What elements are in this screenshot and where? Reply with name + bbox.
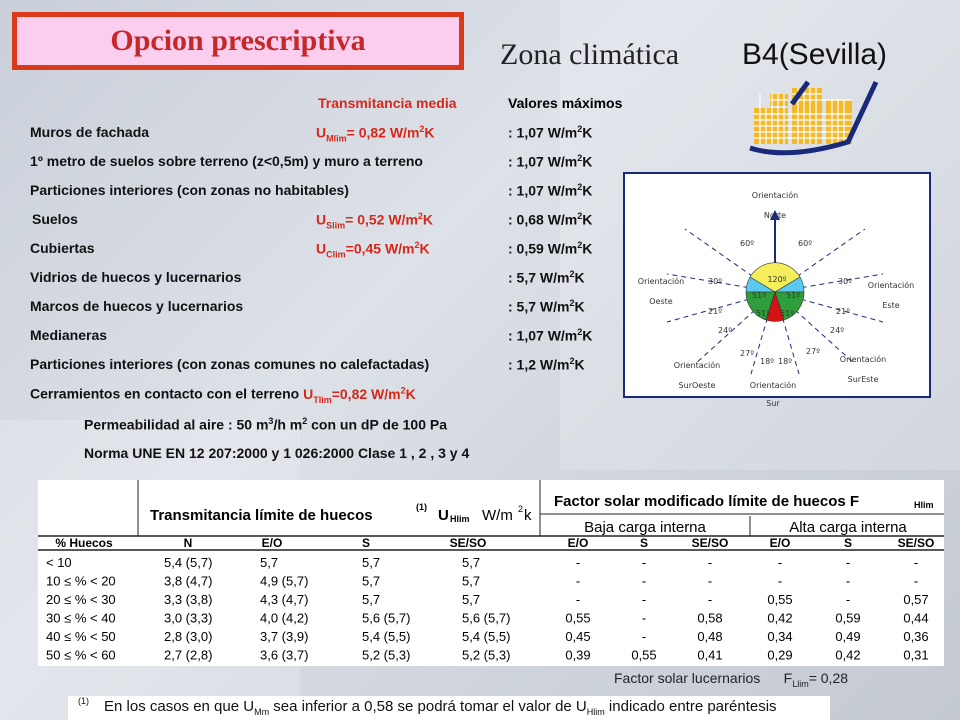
header-transmitancia: Transmitancia media <box>318 95 457 111</box>
left-unit-sup: 2 <box>518 504 524 514</box>
col-header: E/O <box>261 536 283 550</box>
label-suroeste-1: Orientación <box>673 361 721 370</box>
row-label: Muros de fachada <box>30 124 150 140</box>
table-cell: 20 ≤ % < 30 <box>46 592 116 607</box>
angle-18-left: 18º <box>760 357 774 366</box>
right-title: Factor solar modificado límite de huecos F <box>554 493 860 510</box>
table-cell: - <box>641 555 647 570</box>
table-cell: 3,8 (4,7) <box>164 573 213 589</box>
table-cell: - <box>707 555 713 570</box>
table-cell: 0,34 <box>767 629 793 644</box>
table-cell: 5,7 <box>362 573 381 589</box>
row-particiones-comunes <box>30 356 429 372</box>
row-label: 1º metro de suelos sobre terreno (z<0,5m) y muro a terreno <box>30 153 423 169</box>
table-cell: 30 ≤ % < 40 <box>46 610 116 626</box>
angle-27-left: 27º <box>740 349 754 358</box>
orientation-svg <box>625 174 929 408</box>
label-este-1: Orientación <box>867 281 915 290</box>
table-cell: - <box>845 592 851 607</box>
row-label: Marcos de huecos y lucernarios <box>30 298 244 314</box>
row-marcos <box>30 298 243 314</box>
row-particiones <box>30 182 349 198</box>
col-header: SE/SO <box>897 536 935 550</box>
left-sub: Hlim <box>450 514 470 524</box>
col-header: SE/SO <box>449 536 487 550</box>
max-suelos: : 0,68 $W/m^2K$ <box>508 211 593 228</box>
angle-21-right: 21º <box>836 307 850 316</box>
value-cubiertas: $U_{Clim}=0,45$ $W/m^2K$ <box>316 240 430 260</box>
table-cell: 5,7 <box>362 555 381 570</box>
max-particiones: : 1,07 $W/m^2K$ <box>508 182 593 199</box>
row-label: Medianeras <box>30 327 108 343</box>
row-vidrios <box>30 269 241 285</box>
table-cell: - <box>641 573 647 589</box>
baja-carga: Baja carga interna <box>584 519 706 536</box>
limits-table <box>38 480 944 666</box>
col-header: S <box>639 536 649 550</box>
table-cell: 3,0 (3,3) <box>164 610 213 626</box>
table-cell: 5,4 (5,5) <box>462 629 511 644</box>
col-header: % Huecos <box>55 536 113 550</box>
label-sur-1: Orientación <box>749 381 797 390</box>
row-label: Particiones interiores (con zonas comunes no calefactadas) <box>30 356 430 372</box>
max-cubiertas: : 0,59 $W/m^2K$ <box>508 240 593 257</box>
table-cell: - <box>575 555 581 570</box>
label-sureste-2: SurEste <box>847 375 879 384</box>
label-norte-2: Norte <box>763 211 787 220</box>
table-cell: 50 ≤ % < 60 <box>46 647 116 663</box>
angle-18-right: 18º <box>778 357 792 366</box>
col-header: E/O <box>567 536 589 550</box>
table-cell: 5,4 (5,5) <box>362 629 411 644</box>
table-cell: 0,44 <box>903 610 929 626</box>
left-title: Transmitancia límite de huecos <box>150 507 373 524</box>
value-muros: $U_{Mlim}= 0,82$ $W/m^2K$ <box>316 124 435 144</box>
row-muros <box>30 124 149 140</box>
table-cell: - <box>575 573 581 589</box>
left-sup: (1) <box>416 502 427 512</box>
table-cell: 4,0 (4,2) <box>260 610 309 626</box>
col-header: S <box>361 536 371 550</box>
table-cell: 2,7 (2,8) <box>164 647 213 663</box>
region-logo <box>748 78 898 160</box>
table-cell: 0,55 <box>631 647 657 663</box>
norma: Norma UNE EN 12 207:2000 y 1 026:2000 Clase 1 , 2 , 3 y 4 <box>84 445 470 461</box>
table-cell: - <box>913 555 919 570</box>
table-cell: - <box>707 573 713 589</box>
footnote: (1) En los casos en que $U_{Mm}$ sea inferior a 0,58 se podrá tomar el valor de $U_{Hlim}$ indicado entre paréntesis <box>68 696 830 720</box>
table-cell: 0,58 <box>697 610 723 626</box>
table-cell: 0,36 <box>903 629 929 644</box>
angle-24-left: 24º <box>718 326 732 335</box>
table-cell: - <box>641 629 647 644</box>
angle-60-right: 60º <box>798 239 812 248</box>
table-cell: 5,2 (5,3) <box>462 647 511 663</box>
footnote-mark: (1) <box>78 696 89 706</box>
angle-51-ne: 51º <box>786 291 800 300</box>
limits-table-svg <box>38 480 944 666</box>
col-header: S <box>843 536 853 550</box>
label-este-2: Este <box>882 301 900 310</box>
table-cell: 5,6 (5,7) <box>462 610 511 626</box>
max-marcos: : 5,7 $W/m^2K$ <box>508 298 585 315</box>
left-sym: U <box>438 507 449 524</box>
max-vidrios: : 5,7 $W/m^2K$ <box>508 269 585 286</box>
row-medianeras <box>30 327 107 343</box>
table-cell: 5,7 <box>462 592 481 607</box>
label-norte-1: Orientación <box>751 191 799 200</box>
table-cell: 0,55 <box>565 610 591 626</box>
right-sub: Hlim <box>914 500 934 510</box>
table-cell: 40 ≤ % < 50 <box>46 629 116 644</box>
table-cell: 0,29 <box>767 647 793 663</box>
table-cell: - <box>777 555 783 570</box>
label-oeste-1: Orientación <box>637 277 685 286</box>
table-cell: 5,2 (5,3) <box>362 647 411 663</box>
table-cell: 5,7 <box>260 555 279 570</box>
angle-27-right: 27º <box>806 347 820 356</box>
table-cell: - <box>913 573 919 589</box>
table-cell: 0,57 <box>903 592 929 607</box>
table-cell: < 10 <box>46 555 72 570</box>
table-cell: 0,42 <box>835 647 861 663</box>
page-title: Opcion prescriptiva <box>110 24 366 57</box>
permeabilidad: Permeabilidad al aire : 50 $m^3/h$ $m^2$ con un dP de 100 Pa <box>84 416 448 433</box>
row-label: Particiones interiores (con zonas no habitables) <box>30 182 349 198</box>
zona-label: Zona climática <box>500 38 680 71</box>
angle-30-right: 30º <box>838 277 852 286</box>
left-unit: W/m <box>482 507 513 524</box>
table-cell: 0,55 <box>767 592 793 607</box>
angle-30-left: 30º <box>708 277 722 286</box>
table-cell: 3,6 (3,7) <box>260 647 309 663</box>
angle-21-left: 21º <box>708 307 722 316</box>
header-valores: Valores máximos <box>508 95 623 111</box>
label-suroeste-2: SurOeste <box>678 381 716 390</box>
value-suelos: $U_{Slim}= 0,52$ $W/m^2K$ <box>316 211 434 231</box>
table-cell: 5,7 <box>462 573 481 589</box>
factor-lucernarios: Factor solar lucernarios $F_{Llim}= 0,28$ <box>614 670 849 689</box>
table-cell: - <box>641 610 647 626</box>
orientation-diagram <box>623 172 931 408</box>
table-cell: 5,6 (5,7) <box>362 610 411 626</box>
row-cerramientos: Cerramientos en contacto con el terreno $U_{Tlim}=0,82$ $W/m^2K$ <box>30 385 416 405</box>
table-cell: 0,49 <box>835 629 861 644</box>
table-cell: 0,42 <box>767 610 793 626</box>
table-cell: 4,3 (4,7) <box>260 592 309 607</box>
alta-carga: Alta carga interna <box>789 519 907 536</box>
col-header: E/O <box>769 536 791 550</box>
angle-51-se: 51º <box>780 309 794 318</box>
table-cell: 0,39 <box>565 647 591 663</box>
table-cell: - <box>707 592 713 607</box>
table-cell: 0,31 <box>903 647 929 663</box>
col-header: SE/SO <box>691 536 729 550</box>
table-cell: 0,48 <box>697 629 723 644</box>
row-label: Vidrios de huecos y lucernarios <box>30 269 242 285</box>
col-header: N <box>183 536 193 550</box>
row-cubiertas <box>30 240 95 256</box>
max-medianeras: : 1,07 $W/m^2K$ <box>508 327 593 344</box>
row-suelos <box>32 211 78 227</box>
angle-51-nw: 51º <box>752 291 766 300</box>
table-cell: 3,7 (3,9) <box>260 629 309 644</box>
row-label: Cubiertas <box>30 240 95 256</box>
table-cell: 3,3 (3,8) <box>164 592 213 607</box>
table-cell: 5,7 <box>362 592 381 607</box>
max-suelos-terreno: : 1,07 $W/m^2K$ <box>508 153 593 170</box>
table-cell: 0,45 <box>565 629 591 644</box>
table-cell: - <box>845 573 851 589</box>
zona-value: B4(Sevilla) <box>742 38 888 71</box>
table-cell: - <box>575 592 581 607</box>
table-cell: - <box>641 592 647 607</box>
table-cell: 2,8 (3,0) <box>164 629 213 644</box>
row-suelos-terreno <box>30 153 423 169</box>
table-cell: 0,41 <box>697 647 723 663</box>
angle-120: 120º <box>767 275 787 284</box>
max-muros: : 1,07 $W/m^2K$ <box>508 124 593 141</box>
table-cell: 10 ≤ % < 20 <box>46 573 116 589</box>
angle-51-sw: 51º <box>756 309 770 318</box>
label-sureste-1: Orientación <box>839 355 887 364</box>
angle-60-left: 60º <box>740 239 754 248</box>
label-oeste-2: Oeste <box>649 297 673 306</box>
row-label: Suelos <box>32 211 78 227</box>
title-box <box>12 12 464 70</box>
label-sur-2: Sur <box>766 399 780 408</box>
table-cell: - <box>845 555 851 570</box>
table-cell: - <box>777 573 783 589</box>
table-cell: 5,4 (5,7) <box>164 555 213 570</box>
table-cell: 4,9 (5,7) <box>260 573 309 589</box>
table-cell: 0,59 <box>835 610 861 626</box>
table-cell: 5,7 <box>462 555 481 570</box>
left-unit-tail: k <box>524 507 532 524</box>
angle-24-right: 24º <box>830 326 844 335</box>
max-particiones-comunes: : 1,2 $W/m^2K$ <box>508 356 585 373</box>
